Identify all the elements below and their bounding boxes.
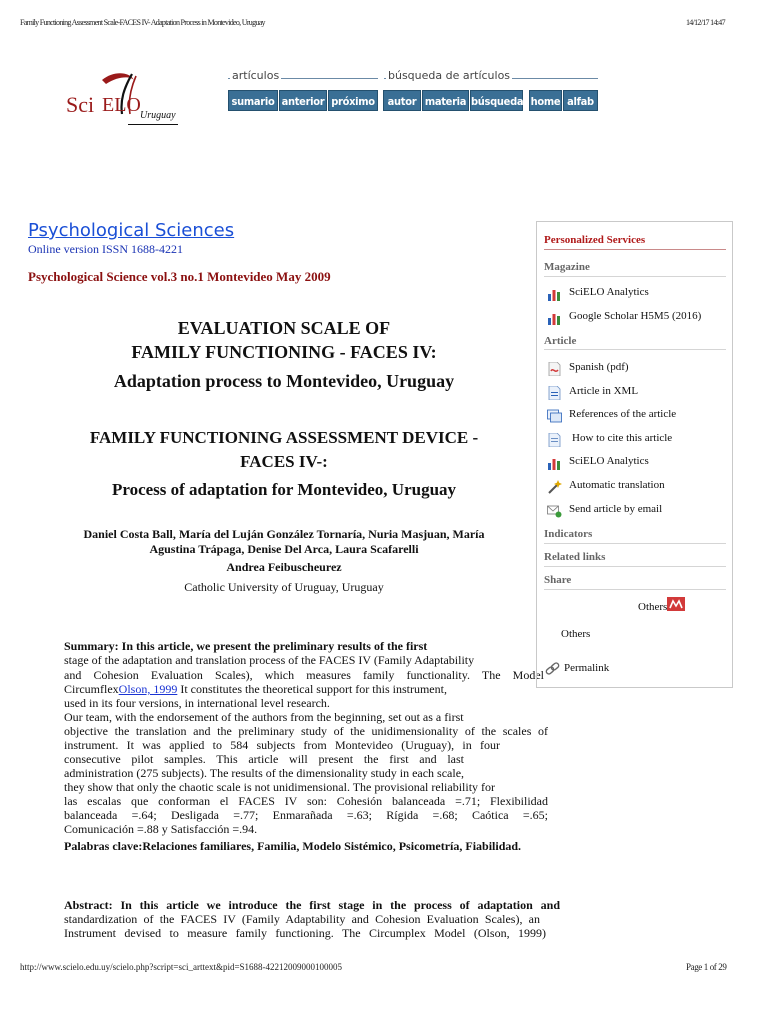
logo-country-text: Uruguay	[140, 110, 176, 121]
article-item-how-to-cite[interactable]: How to cite this article	[572, 432, 673, 444]
bar-chart-icon	[547, 287, 562, 301]
summary-line-4	[64, 682, 544, 697]
share-label: Share	[544, 574, 572, 586]
share-divider	[544, 589, 726, 590]
bar-chart-icon	[547, 456, 562, 470]
summary-line-13: balanceada =.64; Desligada =.77; Enmarañada =.63; Rígida =.68; Caótica =.65;	[64, 808, 548, 822]
article-item-references[interactable]: References of the article	[569, 408, 677, 420]
references-icon	[547, 409, 562, 423]
indicators-label[interactable]: Indicators	[544, 528, 593, 540]
summary-line-7: objective the translation and the preliminary study of the unidimensionality of the scales of	[64, 724, 548, 738]
summary-line-5: used in its four versions, in international level research.	[64, 696, 330, 710]
summary-line-2: stage of the adaptation and translation process of the FACES IV (Family Adaptability	[64, 653, 475, 667]
summary-line-12: las escalas que conforman el FACES IV son: Cohesión balanceada =.71; Flexibilidad	[64, 794, 548, 808]
share-others-link-1[interactable]: Others	[638, 601, 668, 613]
authors-line-3: Andrea Feibuscheurez	[226, 560, 342, 574]
nav-button-next[interactable]: próximo	[328, 90, 378, 111]
authors-line-1: Daniel Costa Ball, María del Luján González Tornaría, Nuria Masjuan, María	[83, 527, 485, 541]
abstract-line-3: Instrument devised to measure family functioning. The Circumplex Model (Olson, 1999)	[64, 926, 546, 940]
journal-name-link[interactable]: Psychological Sciences	[28, 220, 235, 241]
summary-line-1: Summary: In this article, we present the preliminary results of the first	[64, 639, 428, 653]
share-others-link-2[interactable]: Others	[561, 628, 591, 640]
title-line-1: EVALUATION SCALE OF	[177, 318, 391, 338]
magazine-item-scielo-analytics[interactable]: SciELO Analytics	[569, 286, 649, 298]
article-item-xml[interactable]: Article in XML	[569, 385, 639, 397]
summary-line-14: Comunicación =.88 y Satisfacción =.94.	[64, 822, 258, 836]
article-item-spanish-pdf[interactable]: Spanish (pdf)	[569, 361, 629, 373]
pdf-icon	[547, 362, 562, 376]
nav-button-previous[interactable]: anterior	[279, 90, 327, 111]
article-item-automatic-translation[interactable]: Automatic translation	[569, 479, 665, 491]
summary-line-6: Our team, with the endorsement of the authors from the beginning, set out as a first	[64, 710, 464, 724]
indicators-divider	[544, 543, 726, 544]
footer-page-number: Page 1 of 29	[686, 962, 727, 972]
summary-line-9: consecutive pilot samples. This article will present the first and last	[64, 752, 464, 766]
related-links-label[interactable]: Related links	[544, 551, 606, 563]
services-title: Personalized Services	[544, 234, 646, 246]
magazine-item-google-scholar[interactable]: Google Scholar H5M5 (2016)	[569, 310, 702, 322]
article-item-scielo-analytics[interactable]: SciELO Analytics	[569, 455, 649, 467]
circumflex-prefix: Circumflex	[64, 682, 119, 696]
translate-wand-icon	[547, 480, 562, 494]
summary-line-8: instrument. It was applied to 584 subjects from Montevideo (Uruguay), in four	[64, 738, 500, 752]
footer-url: http://www.scielo.edu.uy/scielo.php?script=sci_arttext&pid=S1688-42212009000100005	[20, 962, 343, 972]
article-label: Article	[544, 335, 577, 347]
authors-line-2: Agustina Trápaga, Denise Del Arca, Laura Scafarelli	[149, 542, 419, 556]
nav-button-home[interactable]: home	[529, 90, 562, 111]
permalink-chain-icon	[545, 662, 560, 676]
cite-document-icon	[547, 433, 562, 447]
title-line-3: Adaptation process to Montevideo, Uruguay	[113, 371, 455, 391]
journal-issn: Online version ISSN 1688-4221	[28, 242, 183, 256]
nav-button-search[interactable]: búsqueda	[470, 90, 523, 111]
subtitle-line-2: FACES IV-:	[240, 452, 328, 471]
keywords-label: Palabras clave:	[64, 839, 143, 853]
related-links-divider	[544, 566, 726, 567]
subtitle-line-1: FAMILY FUNCTIONING ASSESSMENT DEVICE -	[89, 428, 479, 447]
keywords-values: Relaciones familiares, Familia, Modelo Sistémico, Psicometría, Fiabilidad.	[142, 839, 522, 853]
article-item-send-email[interactable]: Send article by email	[569, 503, 663, 515]
journal-volume: Psychological Science vol.3 no.1 Montevideo May 2009	[28, 269, 331, 284]
nav-button-subject[interactable]: materia	[422, 90, 469, 111]
logo-elo-text: ELO	[102, 94, 141, 116]
share-addthis-icon[interactable]	[667, 597, 685, 611]
summary-line-10: administration (275 subjects). The results of the dimensionality study in each scale,	[64, 766, 465, 780]
logo-sci-text: Sci	[66, 92, 95, 117]
olson-1999-link[interactable]: Olson, 1999	[118, 682, 178, 696]
email-send-icon	[547, 504, 562, 518]
services-title-divider	[544, 249, 726, 250]
summary-line-11: they show that only the chaotic scale is not unidimensional. The provisional reliability for	[64, 780, 496, 794]
article-divider	[544, 349, 726, 350]
nav-search-label: búsqueda de artículos	[388, 69, 511, 82]
print-header-title: Family Functioning Assessment Scale-FACES IV- Adaptation Process in Montevideo, Uruguay	[20, 18, 265, 27]
affiliation: Catholic University of Uruguay, Uruguay	[184, 580, 384, 594]
magazine-divider	[544, 276, 726, 277]
xml-document-icon	[547, 386, 562, 400]
summary-line-3: and Cohesion Evaluation Scales), which measures family functionality. The Model	[64, 668, 544, 682]
scielo-logo[interactable]	[62, 70, 186, 140]
magazine-label: Magazine	[544, 261, 590, 273]
nav-button-alphabetic[interactable]: alfab	[563, 90, 598, 111]
nav-button-summary[interactable]: sumario	[228, 90, 278, 111]
nav-articles-label: artículos	[232, 69, 280, 82]
print-header-timestamp: 14/12/17 14:47	[686, 18, 725, 27]
nav-button-author[interactable]: autor	[383, 90, 421, 111]
abstract-line-1: Abstract: In this article we introduce the first stage in the process of adaptation and	[64, 898, 560, 912]
title-line-2: FAMILY FUNCTIONING - FACES IV:	[131, 342, 437, 362]
subtitle-line-3: Process of adaptation for Montevideo, Uruguay	[111, 480, 457, 499]
bar-chart-icon	[547, 311, 562, 325]
logo-underline	[128, 124, 178, 125]
keywords	[64, 839, 521, 854]
circumflex-rest: It constitutes the theoretical support for this instrument,	[180, 682, 447, 696]
permalink-link[interactable]: Permalink	[564, 662, 610, 674]
abstract-line-2: standardization of the FACES IV (Family Adaptability and Cohesion Evaluation Scales), an	[64, 912, 540, 926]
